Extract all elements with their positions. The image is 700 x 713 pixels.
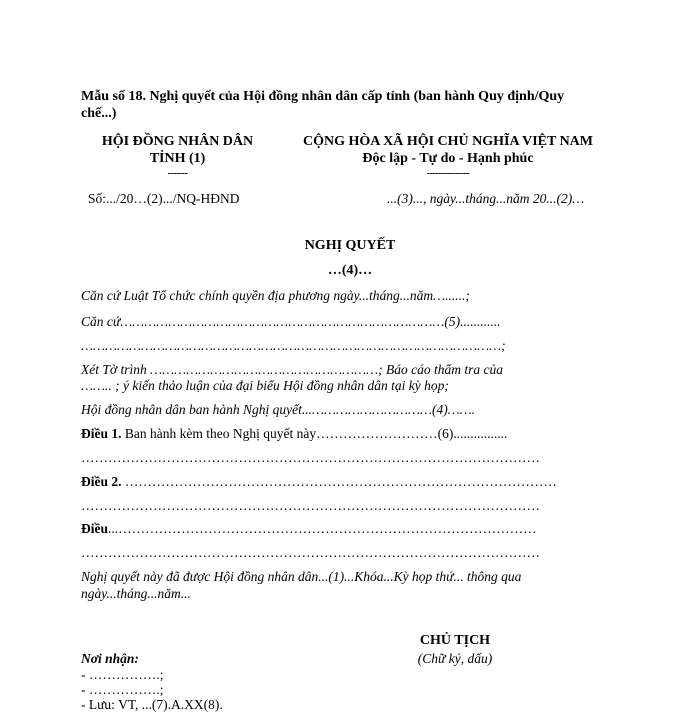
article-3 — [81, 520, 537, 537]
article-2-text: …………………………………………………………………………………… — [121, 474, 557, 489]
article-2-continuation: ………………………………………………………………………………………… — [81, 498, 540, 513]
closing-statement-line2: ngày...tháng...năm... — [81, 586, 191, 601]
republic-name: CỘNG HÒA XÃ HỘI CHỦ NGHĨA VIỆT NAM — [302, 134, 593, 149]
issuing-body-line1: HỘI ĐỒNG NHÂN DÂN — [101, 134, 254, 149]
article-1-continuation: ………………………………………………………………………………………… — [81, 450, 540, 465]
document-type: NGHỊ QUYẾT — [304, 238, 396, 253]
article-2-label: Điều 2. — [81, 474, 122, 489]
article-3-text: ...………………………………………………………………………………… — [108, 521, 537, 536]
preamble-legal-basis-2-cont: ……………………………………………………………………………………………; — [81, 338, 506, 353]
preamble-legal-basis-2: Căn cứ………………………………………………………………………(5)............ — [81, 314, 501, 329]
article-3-label: Điều — [81, 521, 108, 536]
recipient-item: - Lưu: VT, ...(7).A.XX(8). — [81, 697, 223, 712]
article-1 — [81, 425, 507, 442]
national-motto: Độc lập - Tự do - Hạnh phúc — [362, 151, 534, 166]
article-2 — [81, 473, 557, 490]
document-subject: …(4)… — [327, 263, 373, 278]
article-1-text: Ban hành kèm theo Nghị quyết này………………………(6)................ — [121, 426, 508, 441]
place-and-date: ...(3)..., ngày...tháng...năm 20...(2)… — [387, 191, 585, 206]
issuing-body-line2: TỈNH (1) — [149, 151, 206, 166]
document-number: Số:.../20…(2).../NQ-HĐND — [88, 191, 240, 206]
form-title-line1: Mẫu số 18. Nghị quyết của Hội đồng nhân dân cấp tỉnh (ban hành Quy định/Quy — [81, 89, 565, 104]
preamble-legal-basis-1: Căn cứ Luật Tổ chức chính quyền địa phương ngày...tháng...năm…......; — [81, 288, 470, 303]
preamble-resolution-statement: Hội đồng nhân dân ban hành Nghị quyết...…………………………(4)……. — [81, 402, 476, 417]
recipient-item: - …………….; — [81, 682, 164, 697]
preamble-consideration: Xét Tờ trình …………………………………………………; Báo cáo thẩm tra của — [81, 362, 504, 377]
national-motto-rule: --------------- — [426, 168, 470, 179]
signature-note: (Chữ ký, dấu) — [417, 651, 493, 666]
recipient-item: - …………….; — [81, 667, 164, 682]
closing-statement-line1: Nghị quyết này đã được Hội đồng nhân dân...(1)...Khóa...Kỳ họp thứ... thông qua — [81, 569, 522, 584]
article-1-label: Điều 1. — [81, 426, 122, 441]
issuing-body-rule: ------- — [167, 168, 188, 179]
signer-title: CHỦ TỊCH — [419, 633, 491, 648]
preamble-consideration-cont: …….. ; ý kiến thảo luận của đại biểu Hội đồng nhân dân tại kỳ họp; — [81, 378, 449, 393]
form-title-line2: chế...) — [81, 106, 117, 121]
article-3-continuation: ………………………………………………………………………………………… — [81, 545, 540, 560]
recipients-label: Nơi nhận: — [81, 651, 139, 666]
